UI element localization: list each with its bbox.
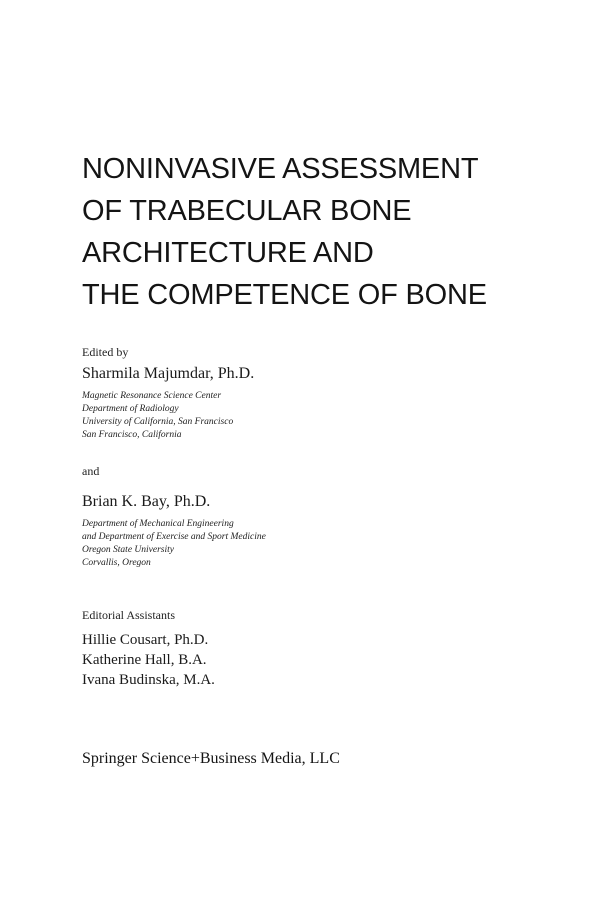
affiliation-line: Oregon State University — [82, 545, 174, 555]
assistant-name: Ivana Budinska, M.A. — [82, 672, 215, 688]
affiliation-line: Corvallis, Oregon — [82, 558, 151, 568]
editor-name-majumdar: Sharmila Majumdar, Ph.D. — [82, 365, 255, 382]
affiliation-line: Department of Mechanical Engineering — [82, 519, 234, 529]
editor-affiliation-majumdar — [82, 390, 233, 442]
editor-name-bay: Brian K. Bay, Ph.D. — [82, 493, 211, 510]
title-line: ARCHITECTURE AND — [82, 237, 374, 269]
affiliation-line: Magnetic Resonance Science Center — [82, 391, 222, 401]
and-label: and — [82, 464, 100, 478]
affiliation-line: and Department of Exercise and Sport Medicine — [82, 532, 266, 542]
affiliation-line: University of California, San Francisco — [82, 417, 234, 427]
assistant-name: Hillie Cousart, Ph.D. — [82, 632, 209, 648]
publisher-name: Springer Science+Business Media, LLC — [82, 750, 340, 767]
editorial-assistants-list — [82, 630, 215, 690]
affiliation-line: Department of Radiology — [82, 404, 179, 414]
title-line: NONINVASIVE ASSESSMENT — [82, 153, 479, 185]
affiliation-line: San Francisco, California — [82, 430, 182, 440]
title-line: OF TRABECULAR BONE — [82, 195, 412, 227]
title-line: THE COMPETENCE OF BONE — [82, 279, 487, 311]
editorial-assistants-label: Editorial Assistants — [82, 608, 175, 622]
book-title — [82, 148, 582, 316]
editor-affiliation-bay — [82, 518, 266, 570]
assistant-name: Katherine Hall, B.A. — [82, 652, 207, 668]
edited-by-label: Edited by — [82, 345, 129, 359]
